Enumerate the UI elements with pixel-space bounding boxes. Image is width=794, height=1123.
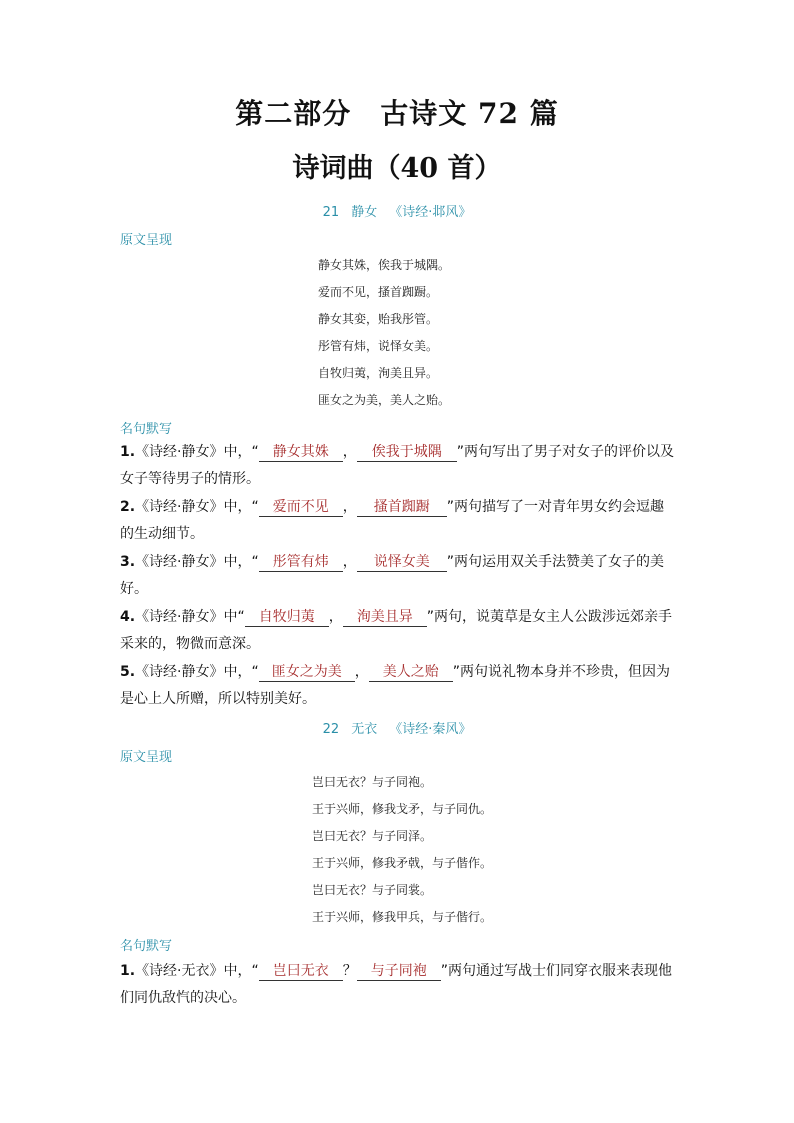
poem-source: 《诗经·秦风》 <box>389 722 472 737</box>
question: 1.《诗经·静女》中，“ 静女其姝 ， 俟我于城隅 ”两句写出了男子对女子的评价以及女子等待男子的情形。 <box>120 444 675 487</box>
poem-line: 爱而不见，搔首踟蹰。 <box>318 285 439 299</box>
poem-line: 静女其娈，贻我彤管。 <box>318 312 439 326</box>
poem-line: 静女其姝，俟我于城隅。 <box>318 258 451 272</box>
poem-name: 静女 <box>351 205 378 220</box>
poem-line: 岂曰无衣？与子同裳。 <box>312 883 433 897</box>
answer-blank: 彤管有炜 <box>259 553 343 572</box>
section-label-dictation: 名句默写 <box>120 422 173 437</box>
question: 1.《诗经·无衣》中，“ 岂曰无衣 ？ 与子同袍 ”两句通过写战士们同穿衣服来表现他们同仇敌忾的决心。 <box>120 963 673 1006</box>
answer-blank: 匪女之为美 <box>259 663 355 682</box>
answer-blank: 静女其姝 <box>259 443 343 462</box>
poem-title <box>0 201 794 220</box>
poem-line: 岂曰无衣？与子同袍。 <box>312 775 433 789</box>
answer-blank: 与子同袍 <box>357 962 441 981</box>
poem-line: 岂曰无衣？与子同泽。 <box>312 829 433 843</box>
poem-line: 彤管有炜，说怿女美。 <box>318 339 439 353</box>
page-title: 第二部分 古诗文 72 篇 <box>235 97 559 130</box>
answer-blank: 美人之贻 <box>369 663 453 682</box>
page-subtitle: 诗词曲（40 首） <box>292 153 502 184</box>
poem-line: 王于兴师，修我甲兵，与子偕行。 <box>312 910 493 924</box>
poem-name: 无衣 <box>351 722 378 737</box>
section-label-dictation: 名句默写 <box>120 939 173 954</box>
question: 3.《诗经·静女》中，“ 彤管有炜 ， 说怿女美 ”两句运用双关手法赞美了女子的美好。 <box>120 554 665 597</box>
section-label-original: 原文呈现 <box>120 233 173 248</box>
question: 4.《诗经·静女》中“ 自牧归荑 ， 洵美且异 ”两句，说荑草是女主人公跋涉远郊亲手采来的，物微而意深。 <box>120 609 673 652</box>
answer-blank: 洵美且异 <box>343 608 427 627</box>
poem-line: 王于兴师，修我矛戟，与子偕作。 <box>312 856 493 870</box>
question: 2.《诗经·静女》中，“ 爱而不见 ， 搔首踟蹰 ”两句描写了一对青年男女约会逗趣的生动细节。 <box>120 499 665 542</box>
poem-line: 王于兴师，修我戈矛，与子同仇。 <box>312 802 493 816</box>
answer-blank: 俟我于城隅 <box>357 443 457 462</box>
poem-number: 22 <box>322 722 340 737</box>
answer-blank: 说怿女美 <box>357 553 447 572</box>
poem-line: 自牧归荑，洵美且异。 <box>318 366 439 380</box>
answer-blank: 搔首踟蹰 <box>357 498 447 517</box>
section-label-original: 原文呈现 <box>120 750 173 765</box>
poem-title <box>0 718 794 737</box>
answer-blank: 爱而不见 <box>259 498 343 517</box>
answer-blank: 自牧归荑 <box>245 608 329 627</box>
poem-source: 《诗经·邶风》 <box>389 205 472 220</box>
poem-number: 21 <box>322 205 340 220</box>
poem-line: 匪女之为美，美人之贻。 <box>318 393 451 407</box>
answer-blank: 岂曰无衣 <box>259 962 343 981</box>
question: 5.《诗经·静女》中，“ 匪女之为美 ， 美人之贻 ”两句说礼物本身并不珍贵，但因为是心上人所赠，所以特别美好。 <box>120 664 671 707</box>
